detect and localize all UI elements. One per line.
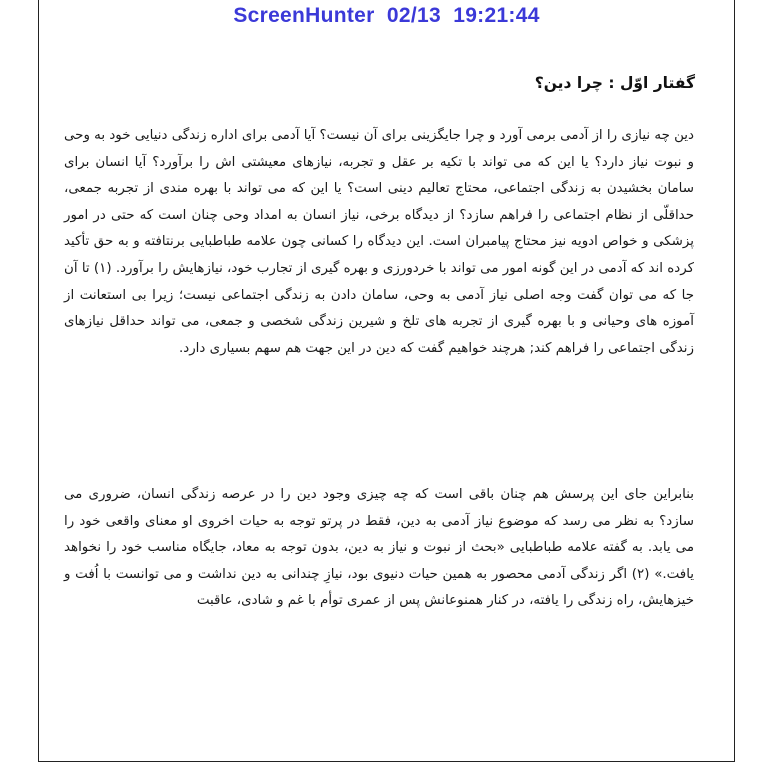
screenhunter-timestamp-watermark: ScreenHunter 02/13 19:21:44 (233, 4, 540, 27)
document-page (38, 0, 735, 762)
paragraph-2: بنابراین جای این پرسش هم چنان باقی است که چه چیزی وجود دین را در عرصه زندگی انسان، ضروری می سازد؟ به نظر می رسد که موضوع نیاز آدمی به دین، فقط در پرتو توجه به حیات اخروی او معنای واقعی خود را می یابد. به گفته علامه طباطبایی «بحث از نبوت و نیاز به دین، بدون توجه به معاد، جایگاه مناسب خود را نخواهد یافت.» (۲) اگر زندگی آدمی محصور به همین حیات دنیوی بود، نیازِ چندانی به دین نداشت و می توانست با اُفت و خیزهایش، راه زندگی را یافته، در کنار همنوعانش پس از عمری توأم با غم و شادی، عاقبت (64, 487, 694, 609)
section-heading: گفتار اوّل : چرا دین؟ (534, 74, 695, 92)
paragraph-1: دین چه نیازی را از آدمی برمی آورد و چرا جایگزینی برای آن نیست؟ آیا آدمی برای اداره زندگی دنیایی خود به وحی و نبوت نیاز دارد؟ یا این که می تواند با تکیه بر عقل و تجربه، نیازهای معیشتی اش را برآورد؟ آیا انسان برای سامان بخشیدن به زندگی اجتماعی، محتاج تعالیم دینی است؟ یا این که می تواند با بهره مندی از تجربه جمعی، حداقلّی از نظام اجتماعی را فراهم سازد؟ از دیدگاه برخی، نیاز انسان به امداد وحی چنان است که حتی در امور پزشکی و خواص ادویه نیز محتاج پیامبران است. این دیدگاه را کسانی چون علامه طباطبایی برنتافته و به حق تأکید کرده اند که آدمی در این گونه امور می تواند با خردورزی و بهره گیری از تجارب خود، نیازهایش را برآورد. (۱) تا آن جا که می توان گفت وجه اصلی نیاز آدمی به وحی، سامان دادن به زندگی اجتماعی نیست؛ زیرا بی استعانت از آموزه های وحیانی و با بهره گیری از تجربه های تلخ و شیرین زندگی شخصی و جمعی، می تواند حداقل نیازهای زندگی اجتماعی را فراهم کند; هرچند خواهیم گفت که دین در این جهت هم سهم بسیاری دارد. (64, 128, 694, 356)
